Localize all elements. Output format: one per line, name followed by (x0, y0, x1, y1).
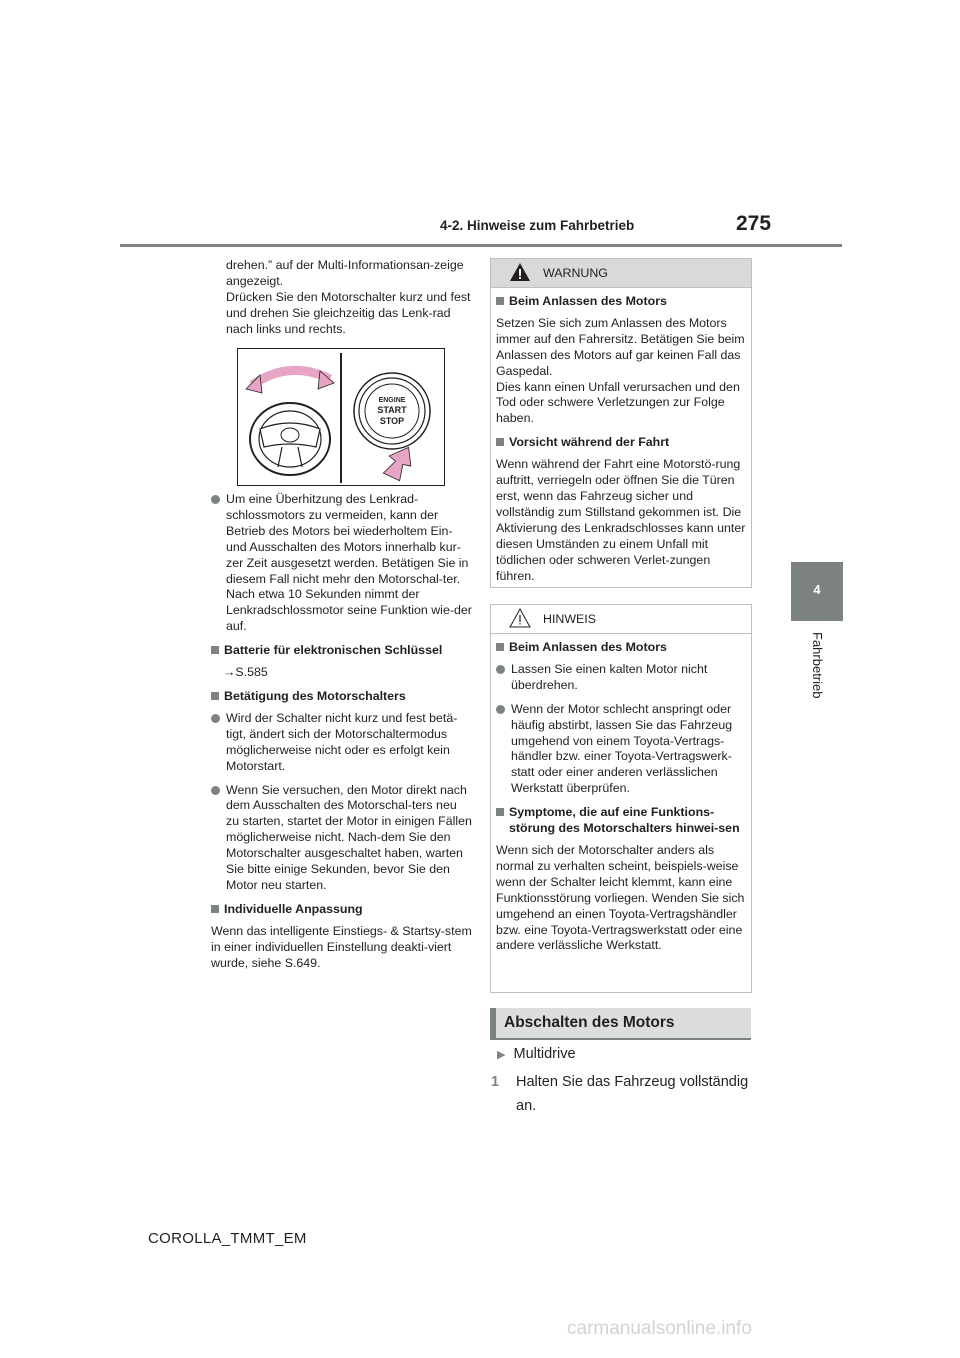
intro-block (211, 258, 471, 338)
notes-block (211, 492, 473, 971)
page-number: 275 (736, 212, 772, 235)
square-bullet-icon (496, 438, 504, 446)
warning-text-driving: Wenn während der Fahrt eine Motorstö-rung auftritt, verriegeln oder öffnen Sie die Türen erst, wenn das Fahrzeug sicher und vollständig zum Stillstand gekommen ist. Die Aktivierung des Lenkradschlosses kann unter diesen Umständen zu einem Unfall mit tödlichen oder schweren Verlet-zungen führen. (496, 457, 746, 583)
square-bullet-icon (211, 905, 219, 913)
step-text: Halten Sie das Fahrzeug vollständig an. (516, 1074, 749, 1114)
bullet-dot-icon (211, 495, 220, 504)
hint-heading-symptoms: Symptome, die auf eine Funktions-störung des Motorschalters hinwei-sen (496, 805, 746, 837)
intro-text: drehen.” auf der Multi-Informationsan-zeige angezeigt. (226, 258, 464, 288)
multidrive-label: ▶ Multidrive (497, 1046, 576, 1062)
steering-start-figure (237, 348, 445, 486)
square-bullet-icon (496, 808, 504, 816)
heading-switch: Betätigung des Motorschalters (211, 689, 473, 705)
square-bullet-icon (211, 692, 219, 700)
step-number: 1 (491, 1074, 500, 1090)
hint-title: HINWEIS (543, 612, 597, 626)
bullet-dot-icon (496, 705, 505, 714)
hint-box (490, 604, 752, 993)
triangle-right-icon: ▶ (497, 1049, 506, 1061)
warning-text-start: Setzen Sie sich zum Anlassen des Motors immer auf den Fahrersitz. Betätigen Sie beim Anlassen des Motors auf gar keinen Fall das Gaspedal. (496, 315, 745, 378)
caution-triangle-icon (509, 608, 531, 628)
heading-custom: Individuelle Anpassung (211, 902, 473, 918)
warning-triangle-icon (509, 262, 531, 282)
square-bullet-icon (496, 297, 504, 305)
hint-bullet-stall: Wenn der Motor schlecht anspringt oder häufig abstirbt, lassen Sie das Fahrzeug umgehend von einem Toyota-Vertrags-händler bzw. einer Toyota-Vertragswerk-statt oder einer anderen verlässlichen Werkstatt überprüfen. (496, 702, 746, 797)
hint-bullet-cold: Lassen Sie einen kalten Motor nicht überdrehen. (496, 662, 746, 694)
warning-heading-driving: Vorsicht während der Fahrt (496, 435, 746, 451)
hint-header (491, 605, 751, 634)
bullet-switch-1: Wird der Schalter nicht kurz und fest betä-tigt, ändert sich der Motorschaltermodus möglicherweise nicht oder es erfolgt kein Motorstart. (211, 711, 473, 775)
bullet-dot-icon (211, 786, 220, 795)
warning-text-consequence: Dies kann einen Unfall verursachen und den Tod oder schwere Verletzungen zur Folge haben. (496, 379, 740, 426)
warning-title: WARNUNG (543, 266, 608, 280)
hint-text-symptoms: Wenn sich der Motorschalter anders als normal zu verhalten scheint, beispiels-weise wenn der Schalter leicht klemmt, kann eine Funktionsstörung vorliegen. Wenden Sie sich umgehend an einen Toyota-Vertragshändler bzw. eine Toyota-Vertragswerkstatt oder eine andere verlässliche Werkstatt. (496, 842, 745, 953)
hint-body (491, 634, 751, 954)
header-rule (120, 244, 842, 247)
heading-battery: Batterie für elektronischen Schlüssel (211, 643, 473, 659)
chapter-label: Fahrbetrieb (810, 632, 825, 699)
footer-model: COROLLA_TMMT_EM (148, 1230, 307, 1247)
section-title: 4-2. Hinweise zum Fahrbetrieb (440, 218, 635, 233)
bullet-overheat: Um eine Überhitzung des Lenkrad-schlossmotors zu vermeiden, kann der Betrieb des Motors bei wiederholtem Ein- und Ausschalten des Motors innerhalb kur-zer Zeit ausgesetzt werden. Betätigen Sie in diesem Fall nicht mehr den Motorschal-ter. Nach etwa 10 Sekunden nimmt der Lenkradschlossmotor seine Funktion wie-der auf. (211, 492, 473, 635)
warning-header (491, 259, 751, 288)
section-heading-bar (490, 1008, 751, 1040)
steering-wheel-illustration (238, 349, 444, 485)
warning-body (491, 288, 751, 584)
warning-box (490, 258, 752, 588)
square-bullet-icon (211, 646, 219, 654)
hint-heading-start: Beim Anlassen des Motors (496, 640, 746, 656)
heading-accent (490, 1008, 496, 1040)
button-label-start: START (377, 405, 407, 415)
intro-instruction: Drücken Sie den Motorschalter kurz und fest und drehen Sie gleichzeitig das Lenk-rad nach links und rechts. (226, 289, 471, 336)
step-1 (491, 1070, 752, 1118)
button-label-engine: ENGINE (378, 397, 406, 404)
chapter-number: 4 (813, 582, 821, 597)
warning-heading-start: Beim Anlassen des Motors (496, 294, 746, 310)
section-heading: Abschalten des Motors (504, 1014, 675, 1031)
ref-battery-link[interactable]: →S.585 (223, 665, 268, 680)
watermark: carmanualsonline.info (567, 1318, 752, 1339)
bullet-switch-2: Wenn Sie versuchen, den Motor direkt nach dem Ausschalten des Motorschal-ters neu zu starten, startet der Motor in einigen Fällen möglicherweise nicht. Nach-dem Sie den Motorschalter ausgeschaltet haben, warten Sie bitte einige Sekunden, bevor Sie den Motor neu starten. (211, 783, 473, 894)
square-bullet-icon (496, 643, 504, 651)
bullet-dot-icon (211, 714, 220, 723)
custom-text: Wenn das intelligente Einstiegs- & Startsy-stem in einer individuellen Einstellung deakti-viert wurde, siehe S.649. (211, 923, 472, 970)
bullet-dot-icon (496, 665, 505, 674)
button-label-stop: STOP (379, 416, 405, 426)
